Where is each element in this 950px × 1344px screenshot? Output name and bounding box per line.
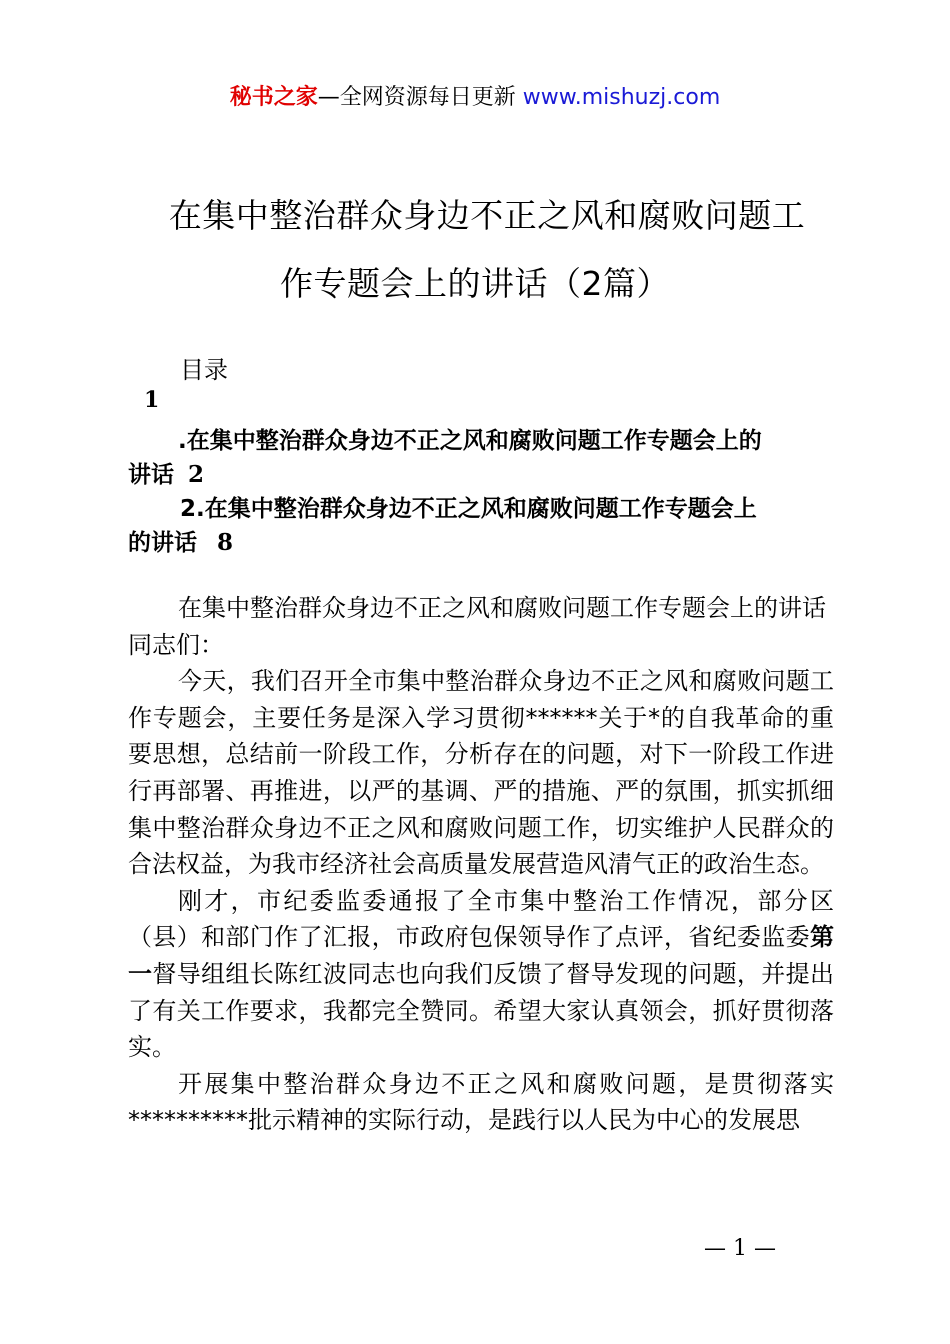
brand-name: 秘书之家 xyxy=(229,85,318,110)
header-tagline: —全网资源每日更新 xyxy=(317,85,523,110)
toc-item1-text: 讲话 xyxy=(128,462,174,488)
toc-item2-line2[interactable] xyxy=(128,524,233,557)
paragraph-2-end: 督导组组长陈红波同志也向我们反馈了督导发现的问题，并提出了有关工作要求，我都完全赞同。希望大家认真领会，抓好贯彻落实。 xyxy=(128,959,835,1062)
paragraph-3: 开展集中整治群众身边不正之风和腐败问题，是贯彻落实**********批示精神的实际行动，是践行以人民为中心的发展思 xyxy=(128,1069,834,1135)
paragraph-1: 今天，我们召开全市集中整治群众身边不正之风和腐败问题工作专题会，主要任务是深入学习贯彻******关于*的自我革命的重要思想，总结前一阶段工作，分析存在的问题，对下一阶段工作进行再部署、再推进，以严的基调、严的措施、严的氛围，抓实抓细集中整治群众身边不正之风和腐败问题工作，切实维护人民群众的合法权益，为我市经济社会高质量发展营造风清气正的政治生态。 xyxy=(128,667,834,879)
site-url[interactable]: www.mishuzj.com xyxy=(522,85,721,110)
toc-item2-page: 8 xyxy=(217,529,234,556)
toc-item1-page: 2 xyxy=(188,461,205,488)
document-title-line2: 作专题会上的讲话（2篇） xyxy=(280,264,670,303)
toc-item2-text: 的讲话 xyxy=(128,530,197,556)
page-number: — 1 — xyxy=(704,1236,776,1261)
toc-item1-number: 1 xyxy=(144,387,160,413)
site-header xyxy=(0,80,950,111)
toc-item1-line1[interactable]: .在集中整治群众身边不正之风和腐败问题工作专题会上的 xyxy=(178,428,762,454)
document-title-line1: 在集中整治群众身边不正之风和腐败问题工 xyxy=(168,196,806,235)
section-title: 在集中整治群众身边不正之风和腐败问题工作专题会上的讲话 xyxy=(178,594,826,622)
toc-heading: 目录 xyxy=(180,356,228,384)
toc-item2-line1[interactable]: 2.在集中整治群众身边不正之风和腐败问题工作专题会上 xyxy=(180,496,757,522)
paragraph-2-start: 刚才，市纪委监委通报了全市集中整治工作情况，部分区（县）和部门作了汇报，市政府包保领导作了点评，省纪委监委 xyxy=(128,886,834,952)
salutation: 同志们： xyxy=(128,630,224,659)
document-body xyxy=(128,590,834,1139)
toc-item1-line2[interactable] xyxy=(128,456,204,489)
paragraph-2-bold: 第一 xyxy=(128,923,834,988)
paragraph-2 xyxy=(128,883,834,1066)
